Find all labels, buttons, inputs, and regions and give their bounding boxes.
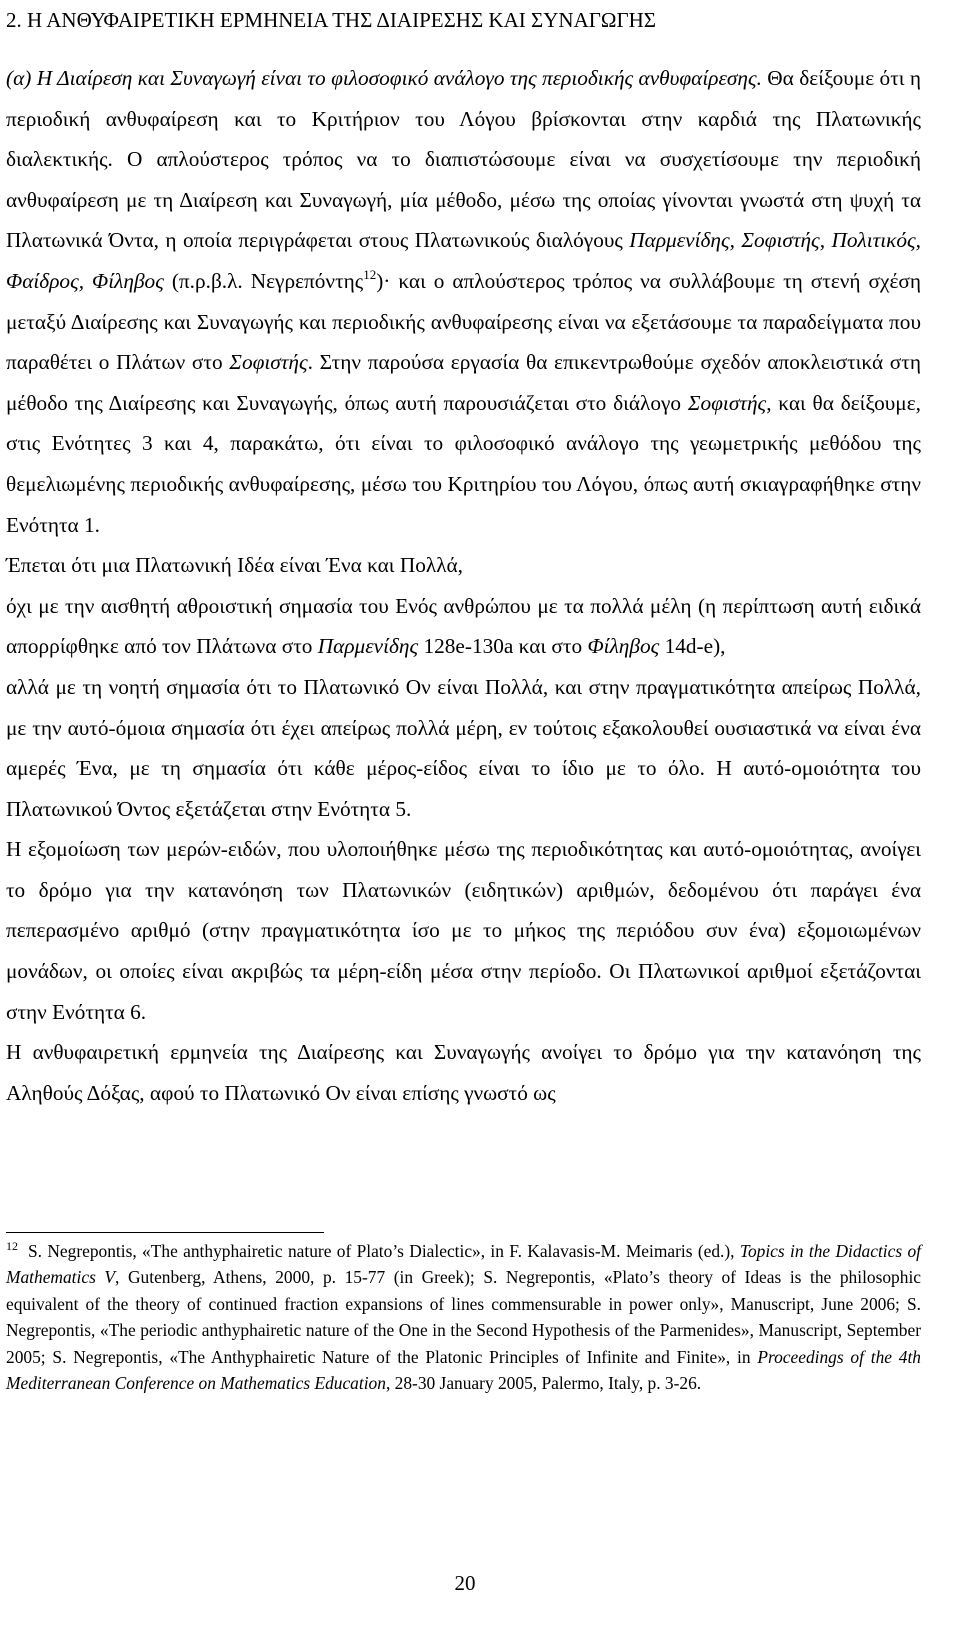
- footnote-text: , Gutenberg, Athens, 2000, p. 15-77 (in Greek); S. Negrepontis, «Plato’s theory of Ideas is the philosophic equivalent of the theory of continued fraction expansions of lines commensurable in power only», Manuscript, June 2006; S. Negrepontis, «The periodic anthyphairetic nature of the One in the Second Hypothesis of the Parmenides», Manuscript, September 2005; S. Negrepontis, «The Anthyphairetic Nature of the Platonic Principles of Infinite and Finite», in: [6, 1267, 921, 1367]
- section-heading: 2. Η ΑΝΘΥΦΑΙΡΕΤΙΚΗ ΕΡΜΗΝΕΙΑ ΤΗΣ ΔΙΑΙΡΕΣΗΣ ΚΑΙ ΣΥΝΑΓΩΓΗΣ: [6, 8, 657, 32]
- paragraph-platonic-numbers: Η εξομοίωση των μερών-ειδών, που υλοποιήθηκε μέσω της περιοδικότητας και αυτό-ομοιότητας, ανοίγει το δρόμο για την κατανόηση των Πλατωνικών (ειδητικών) αριθμών, δεδομένου ότι παράγει ένα πεπερασμένο αριθμό (στην πραγματικότητα ίσο με το μήκος της περιόδου συν ένα) εξομοιωμένων μονάδων, οι οποίες είναι ακριβώς τα μέρη-είδη μέσα στην περίοδο. Οι Πλατωνικοί αριθμοί εξετάζονται στην Ενότητα 6.: [6, 837, 921, 1024]
- paragraph-text: 128e-130a και στο: [418, 634, 588, 659]
- paragraph-text: Θα δείξουμε ότι η περιοδική ανθυφαίρεση και το Κριτήριον του Λόγου βρίσκονται στην καρδιά της Πλατωνικής διαλεκτικής. Ο απλούστερος τρόπος να το διαπιστώσουμε είναι να συσχετίσουμε την περιοδική ανθυφαίρεση με τη Διαίρεση και Συναγωγή, μία μέθοδο, μέσω της οποίας γίνονται γνωστά στη ψυχή τα Πλατωνικά Όντα, η οποία περιγράφεται στους Πλατωνικούς διαλόγους: [6, 66, 922, 253]
- paragraph-sensible-sense: [6, 586, 921, 667]
- dialogue-title: Παρμενίδης: [317, 634, 419, 659]
- footnote-separator: [6, 1232, 324, 1233]
- paragraph-dialectic: [6, 58, 921, 545]
- paragraph-one-and-many: Έπεται ότι μια Πλατωνική Ιδέα είναι Ένα και Πολλά,: [6, 553, 463, 578]
- paragraph-lead: (α) Η Διαίρεση και Συναγωγή είναι το φιλοσοφικό ανάλογο της περιοδικής ανθυφαίρεσης.: [6, 66, 762, 90]
- footnote-number: 12: [6, 1239, 18, 1253]
- dialogue-title: Σοφιστής: [229, 350, 308, 375]
- paragraph-text: (π.ρ.β.λ. Νεγρεπόντης: [163, 268, 364, 293]
- document-page: [6, 0, 921, 1113]
- paragraph-intelligible-sense: αλλά με τη νοητή σημασία ότι το Πλατωνικό Ον είναι Πολλά, και στην πραγματικότητα απείρως Πολλά, με την αυτό-όμοια σημασία ότι έχει απείρως πολλά μέρη, εν τούτοις εξακολουθεί ουσιαστικά να είναι ένα αμερές Ένα, με τη σημασία ότι κάθε μέρος-είδος είναι το ίδιο με το όλο. Η αυτό-ομοιότητα του Πλατωνικού Όντος εξετάζεται στην Ενότητα 5.: [6, 674, 921, 821]
- book-title: Topics in the Didactics of Mathematics V: [6, 1241, 921, 1288]
- footnote: [6, 1238, 921, 1396]
- paragraph-text: , και θα δείξουμε, στις Ενότητες 3 και 4, παρακάτω, ότι είναι το φιλοσοφικό ανάλογο της γεωμετρικής μεθόδου της θεμελιωμένης περιοδικής ανθυφαίρεσης, μέσω του Κριτηρίου του Λόγου, όπως αυτή σκιαγραφήθηκε στην Ενότητα 1.: [6, 390, 921, 537]
- proceedings-title: Proceedings of the 4th Mediterranean Conference on Mathematics Education: [6, 1346, 921, 1394]
- footnote-text: S. Negrepontis, «The anthyphairetic nature of Plato’s Dialectic», in F. Kalavasis-M. Meimaris (ed.),: [28, 1241, 740, 1261]
- paragraph-text: . Στην παρούσα εργασία θα επικεντρωθούμε σχεδόν αποκλειστικά στη μέθοδο της Διαίρεσης και Συναγωγής, όπως αυτή παρουσιάζεται στο διάλογο: [6, 350, 921, 415]
- paragraph-text: )· και ο απλούστερος τρόπος να συλλάβουμε τη στενή σχέση μεταξύ Διαίρεσης και Συναγωγής και περιοδικής ανθυφαίρεσης είναι να εξετάσουμε τα παραδείγματα που παραθέτει ο Πλάτων στο: [6, 268, 922, 375]
- dialogue-titles: Παρμενίδης, Σοφιστής, Πολιτικός, Φαίδρος, Φίληβος: [6, 228, 921, 293]
- paragraph-text: όχι με την αισθητή αθροιστική σημασία του Ενός ανθρώπου με τα πολλά μέλη (η περίπτωση αυτή ειδικά απορρίφθηκε από τον Πλάτωνα στο: [6, 593, 921, 659]
- footnote-reference[interactable]: 12: [363, 266, 377, 282]
- body-text: [6, 58, 921, 1113]
- footnote-text: , 28-30 January 2005, Palermo, Italy, p. 3-26.: [385, 1373, 702, 1394]
- paragraph-true-opinion: Η ανθυφαιρετική ερμηνεία της Διαίρεσης και Συναγωγής ανοίγει το δρόμο για την κατανόηση της Αληθούς Δόξας, αφού το Πλατωνικό Ον είναι επίσης γνωστό ως: [6, 1040, 921, 1105]
- paragraph-text: 14d-e),: [659, 634, 726, 659]
- dialogue-title: Σοφιστής: [687, 390, 767, 415]
- dialogue-title: Φίληβος: [587, 634, 660, 659]
- page-number: 20: [454, 1571, 476, 1595]
